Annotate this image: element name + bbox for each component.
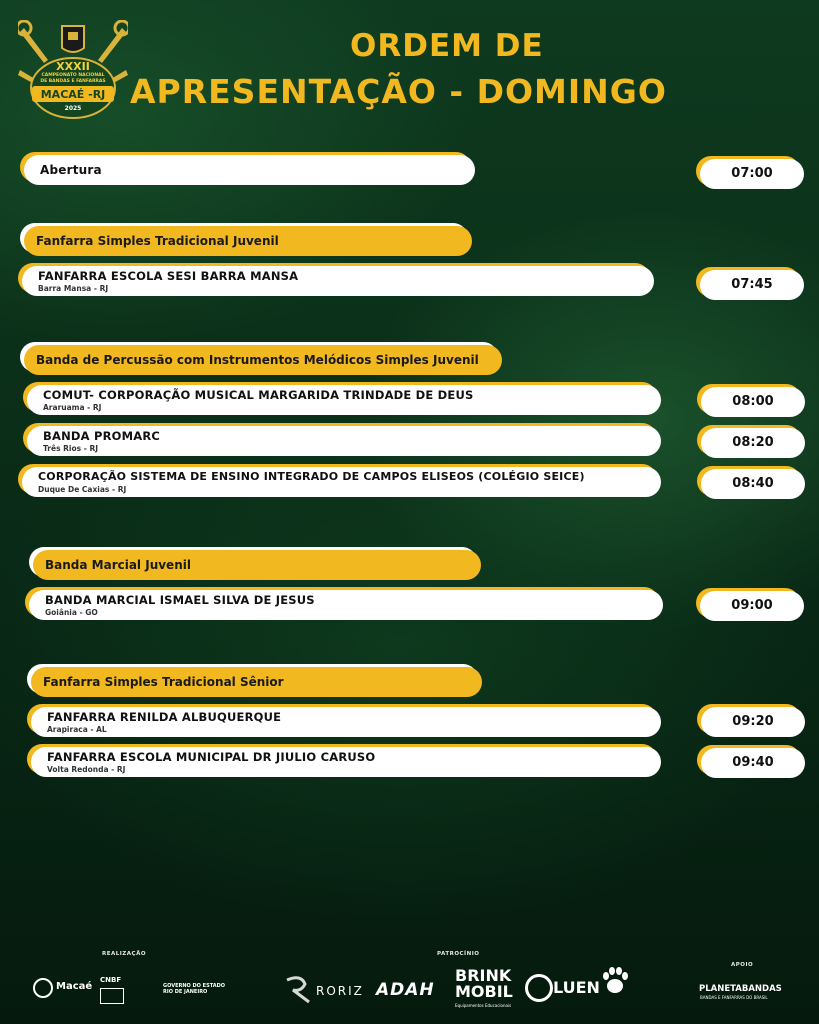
sponsor-luen: LUEN	[553, 978, 600, 997]
list-item	[31, 747, 661, 777]
group-city: Araruama - RJ	[43, 403, 102, 412]
event-badge	[18, 20, 128, 124]
sponsor-brink-mobil: BRINK MOBIL	[455, 966, 513, 1001]
entry-time: 08:40	[701, 469, 805, 499]
entry-time: 08:20	[701, 428, 805, 458]
entry-time: 09:20	[701, 707, 805, 737]
group-city: Duque De Caxias - RJ	[38, 485, 127, 494]
list-item	[22, 266, 654, 296]
category-label: Banda Marcial Juvenil	[45, 558, 191, 572]
category-header	[31, 667, 482, 697]
list-item	[31, 707, 661, 737]
footer-realizacao-label: REALIZAÇÃO	[102, 951, 147, 957]
paw-icon	[601, 966, 629, 1000]
opening-row	[24, 155, 475, 185]
group-name: FANFARRA ESCOLA SESI BARRA MANSA	[38, 269, 299, 283]
category-label: Fanfarra Simples Tradicional Juvenil	[36, 234, 279, 248]
group-name: BANDA PROMARC	[43, 429, 161, 443]
opening-label: Abertura	[40, 163, 102, 177]
footer-patrocinio-label: PATROCÍNIO	[437, 951, 480, 957]
sponsor-cnbf: CNBF	[100, 976, 122, 984]
entry-time: 07:45	[700, 270, 804, 300]
group-name: FANFARRA ESCOLA MUNICIPAL DR JIULIO CARUSO	[47, 750, 376, 764]
shield-icon	[100, 988, 124, 1004]
badge-edition: XXXII	[56, 60, 90, 73]
sponsor-rj-gov: GOVERNO DO ESTADO RIO DE JANEIRO	[163, 983, 225, 995]
list-item	[29, 590, 663, 620]
sponsor-planetabandas-tagline: BANDAS E FANFARRAS DO BRASIL	[700, 995, 768, 1000]
list-item	[27, 426, 661, 456]
group-name: BANDA MARCIAL ISMAEL SILVA DE JESUS	[45, 593, 315, 607]
group-city: Arapiraca - AL	[47, 725, 107, 734]
badge-line1: CAMPEONATO NACIONAL	[41, 73, 105, 78]
group-city: Três Rios - RJ	[43, 444, 99, 453]
list-item	[27, 385, 661, 415]
sponsor-roriz: RORIZ	[316, 984, 364, 998]
group-city: Volta Redonda - RJ	[47, 765, 126, 774]
group-name: CORPORAÇÃO SISTEMA DE ENSINO INTEGRADO DE CAMPOS ELISEOS (COLÉGIO SEICE)	[38, 470, 585, 483]
sponsor-adah: ADAH	[376, 980, 435, 1000]
category-header	[24, 226, 472, 256]
category-header	[33, 550, 481, 580]
sponsor-planetabandas: PLANETABANDAS	[699, 984, 782, 994]
list-item	[22, 467, 661, 497]
entry-time: 09:00	[700, 591, 804, 621]
group-city: Barra Mansa - RJ	[38, 284, 109, 293]
opening-time: 07:00	[700, 159, 804, 189]
badge-line2: DE BANDAS E FANFARRAS	[40, 79, 106, 84]
badge-place: MACAÉ -RJ	[40, 88, 106, 101]
group-city: Goiânia - GO	[45, 608, 98, 617]
category-label: Banda de Percussão com Instrumentos Melódicos Simples Juvenil	[36, 353, 479, 367]
sponsor-macae: Macaé	[56, 981, 93, 992]
category-label: Fanfarra Simples Tradicional Sênior	[43, 675, 284, 689]
title-line1: ORDEM DE	[350, 28, 544, 64]
footer-apoio-label: APOIO	[731, 962, 754, 968]
macae-emblem-icon	[33, 978, 53, 998]
badge-year: 2025	[64, 105, 82, 112]
luen-emblem-icon	[525, 974, 553, 1002]
group-name: FANFARRA RENILDA ALBUQUERQUE	[47, 710, 282, 724]
category-header	[24, 345, 502, 375]
group-name: COMUT- CORPORAÇÃO MUSICAL MARGARIDA TRINDADE DE DEUS	[43, 388, 474, 402]
entry-time: 08:00	[701, 387, 805, 417]
roriz-mark-icon	[283, 974, 315, 1004]
sponsor-brink-tagline: Equipamentos Educacionais	[455, 1003, 512, 1008]
title-line2: APRESENTAÇÃO - DOMINGO	[130, 72, 667, 111]
entry-time: 09:40	[701, 748, 805, 778]
